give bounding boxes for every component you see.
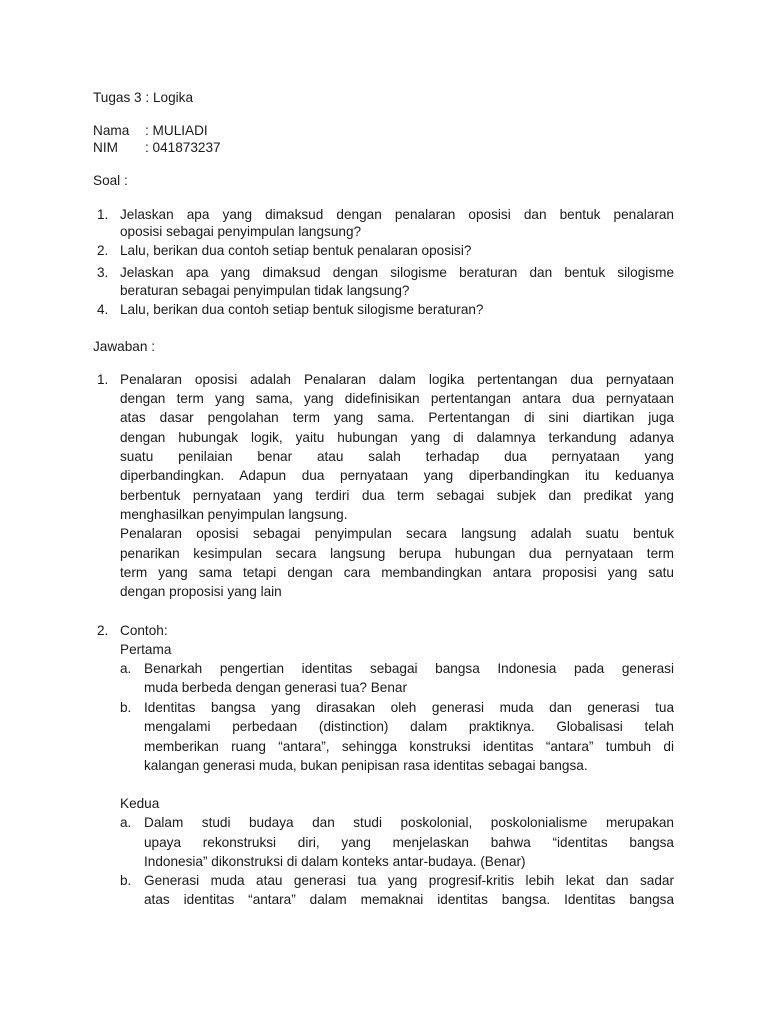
kedua-label: Kedua — [120, 796, 160, 811]
soal-item-1-line-2: oposisi sebagai penyimpulan langsung? — [120, 224, 362, 239]
pertama-b-line-1: Identitas bangsa yang dirasakan oleh generasi muda dan generasi tua — [144, 700, 674, 715]
kedua-a-line-1: Dalam studi budaya dan studi poskolonial, poskolonialisme merupakan — [144, 815, 674, 830]
answer-2-number: 2. — [97, 623, 109, 638]
nama-value: : MULIADI — [145, 123, 208, 138]
pertama-b-line-4: kalangan generasi muda, bukan penipisan rasa identitas sebagai bangsa. — [144, 758, 588, 773]
soal-item-1-number: 1. — [97, 207, 109, 222]
answer-1-para-1-line-1: Penalaran oposisi adalah Penalaran dalam logika pertentangan dua pernyataan — [120, 372, 674, 387]
answer-1-para-2-line-1: Penalaran oposisi sebagai penyimpulan secara langsung adalah suatu bentuk — [120, 526, 674, 541]
nim-label: NIM — [93, 140, 118, 155]
answer-1-para-2-line-4: dengan proposisi yang lain — [120, 584, 282, 599]
soal-item-3-line-2: beraturan sebagai penyimpulan tidak langsung? — [120, 283, 410, 298]
answer-1-para-2-line-2: penarikan kesimpulan secara langsung berupa hubungan dua pernyataan term — [120, 546, 674, 561]
soal-item-2-line-1: Lalu, berikan dua contoh setiap bentuk penalaran oposisi? — [120, 243, 472, 258]
contoh-label: Contoh: — [120, 623, 168, 638]
answer-1-para-1-line-2: dengan term yang sama, yang didefinisikan pertentangan antara dua pernyataan — [120, 391, 674, 406]
soal-item-2-number: 2. — [97, 243, 109, 258]
answer-1-number: 1. — [97, 372, 109, 387]
kedua-a-line-2: upaya rekonstruksi diri, yang menjelaskan bahwa “identitas bangsa — [144, 835, 674, 850]
answer-1-para-1-line-6: diperbandingkan. Adapun dua pernyataan yang diperbandingkan itu keduanya — [120, 468, 674, 483]
answer-1-para-1-line-5: suatu penilaian benar atau salah terhadap dua pernyataan yang — [120, 449, 674, 464]
answer-1-para-1-line-3: atas dasar pengolahan term yang sama. Pertentangan di sini diartikan juga — [120, 410, 674, 425]
answer-1-para-1-line-4: dengan hubungak logik, yaitu hubungan yang di dalamnya terkandung adanya — [120, 430, 674, 445]
pertama-b-line-3: memberikan ruang “antara”, sehingga konstruksi identitas “antara” tumbuh di — [144, 739, 674, 754]
jawaban-heading: Jawaban : — [93, 339, 155, 354]
pertama-a-line-1: Benarkah pengertian identitas sebagai bangsa Indonesia pada generasi — [144, 661, 674, 676]
pertama-label: Pertama — [120, 642, 172, 657]
soal-item-3-number: 3. — [97, 265, 109, 280]
pertama-b-line-2: mengalami perbedaan (distinction) dalam praktiknya. Globalisasi telah — [144, 719, 674, 734]
kedua-b-line-2: atas identitas “antara” dalam memaknai identitas bangsa. Identitas bangsa — [144, 892, 674, 907]
pertama-b-letter: b. — [120, 700, 132, 715]
soal-item-4-line-1: Lalu, berikan dua contoh setiap bentuk silogisme beraturan? — [120, 302, 484, 317]
pertama-a-line-2: muda berbeda dengan generasi tua? Benar — [144, 680, 408, 695]
document-title: Tugas 3 : Logika — [93, 90, 194, 105]
soal-item-3-line-1: Jelaskan apa yang dimaksud dengan silogisme beraturan dan bentuk silogisme — [120, 265, 674, 280]
nim-value: : 041873237 — [145, 140, 221, 155]
kedua-b-line-1: Generasi muda atau generasi tua yang progresif-kritis lebih lekat dan sadar — [144, 873, 674, 888]
kedua-a-letter: a. — [120, 815, 132, 830]
answer-1-para-2-line-3: term yang sama tetapi dengan cara membandingkan antara proposisi yang satu — [120, 565, 674, 580]
soal-item-4-number: 4. — [97, 302, 109, 317]
nama-label: Nama — [93, 123, 130, 138]
soal-heading: Soal : — [93, 173, 128, 188]
kedua-b-letter: b. — [120, 873, 132, 888]
soal-item-1-line-1: Jelaskan apa yang dimaksud dengan penalaran oposisi dan bentuk penalaran — [120, 207, 674, 222]
answer-1-para-1-line-7: berbentuk pernyataan yang terdiri dua term sebagai subjek dan predikat yang — [120, 488, 674, 503]
answer-1-para-1-line-8: menghasilkan penyimpulan langsung. — [120, 507, 348, 522]
pertama-a-letter: a. — [120, 661, 132, 676]
kedua-a-line-3: Indonesia” dikonstruksi di dalam konteks antar-budaya. (Benar) — [144, 854, 526, 869]
